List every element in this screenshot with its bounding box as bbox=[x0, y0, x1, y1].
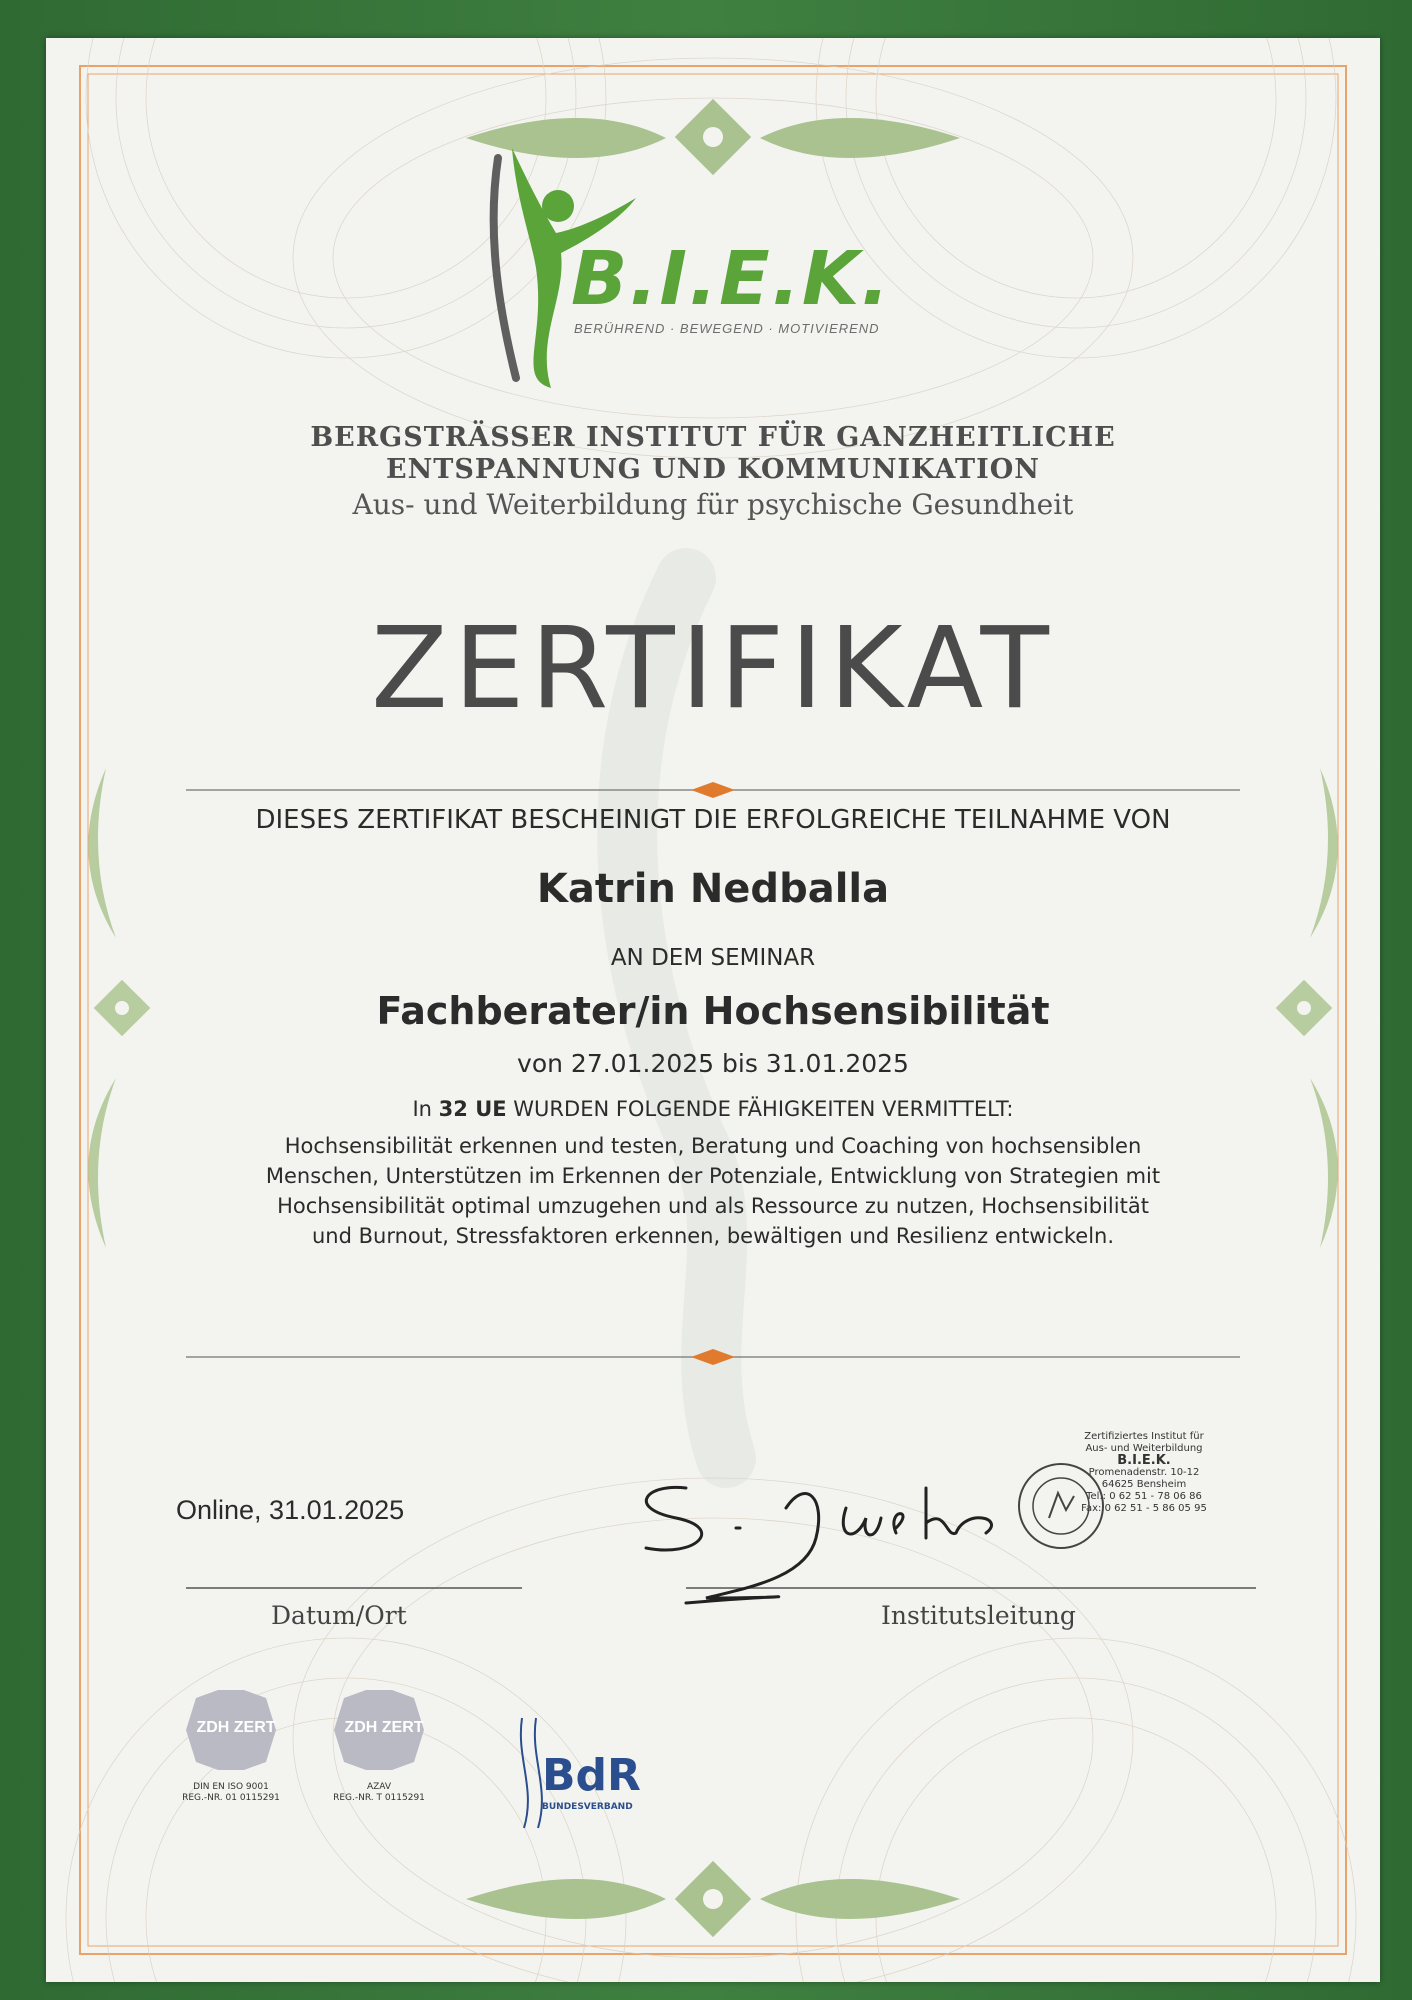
biek-wordmark: B.I.E.K. bbox=[571, 236, 892, 322]
place-date: Online, 31.01.2025 bbox=[176, 1495, 405, 1525]
logo-tagline: BERÜHREND · BEWEGEND · MOTIVIEREND bbox=[574, 321, 880, 336]
certifies-line: DIESES ZERTIFIKAT BESCHEINIGT DIE ERFOLGREICHE TEILNAHME VON bbox=[255, 805, 1171, 835]
institute-name-line1: BERGSTRÄSSER INSTITUT FÜR GANZHEITLICHE bbox=[310, 422, 1116, 453]
stamp-line: Zertifiziertes Institut für bbox=[1084, 1431, 1204, 1442]
participant-name: Katrin Nedballa bbox=[536, 866, 890, 912]
zdh-badge-logo: ZDH ZERT bbox=[344, 1719, 424, 1736]
stamp-street: Promenadenstr. 10-12 bbox=[1088, 1467, 1200, 1478]
skills-line: Hochsensibilität optimal umzugehen und als Ressource zu nutzen, Hochsensibilität bbox=[277, 1194, 1149, 1218]
certificate-paper bbox=[46, 38, 1380, 1982]
ornament-icon bbox=[466, 1861, 960, 1937]
signature-mark bbox=[646, 1487, 992, 1603]
at-seminar-line: AN DEM SEMINAR bbox=[610, 945, 816, 971]
stamp-name: B.I.E.K. bbox=[1117, 1453, 1171, 1468]
badge-caption-line: DIN EN ISO 9001 bbox=[193, 1782, 269, 1792]
skills-line: Menschen, Unterstützen im Erkennen der Potenziale, Entwicklung von Strategien mit bbox=[265, 1164, 1161, 1188]
badge-caption-line: AZAV bbox=[366, 1782, 392, 1792]
stamp-line: Aus- und Weiterbildung bbox=[1085, 1443, 1203, 1454]
units-prefix: In bbox=[412, 1097, 432, 1121]
units-line bbox=[46, 1097, 1380, 1121]
institute-stamp bbox=[1064, 1431, 1224, 1515]
seminar-title: Fachberater/in Hochsensibilität bbox=[376, 989, 1050, 1033]
page-title: ZERTIFIKAT bbox=[371, 604, 1055, 734]
skills-text bbox=[156, 1131, 1270, 1251]
ornament-icon bbox=[466, 99, 960, 175]
badge-caption-line: REG.-NR. 01 0115291 bbox=[182, 1793, 280, 1803]
stamp-tel: Tel.: 0 62 51 - 78 06 86 bbox=[1086, 1491, 1202, 1502]
badge-caption bbox=[166, 1782, 296, 1804]
badge-caption-line: REG.-NR. T 0115291 bbox=[333, 1793, 425, 1803]
skills-line: Hochsensibilität erkennen und testen, Beratung und Coaching von hochsensiblen bbox=[284, 1134, 1142, 1158]
institute-lead-label: Institutsleitung bbox=[881, 1601, 1076, 1630]
badge-caption bbox=[314, 1782, 444, 1804]
bdr-spine-logo bbox=[521, 1718, 542, 1828]
stamp-city: 64625 Bensheim bbox=[1101, 1479, 1187, 1490]
units-amount: 32 UE bbox=[438, 1097, 507, 1121]
date-place-label: Datum/Ort bbox=[271, 1601, 407, 1630]
institute-name-line2: ENTSPANNUNG UND KOMMUNIKATION bbox=[386, 454, 1040, 485]
seminar-period: von 27.01.2025 bis 31.01.2025 bbox=[517, 1049, 909, 1078]
skills-line: und Burnout, Stressfaktoren erkennen, bewältigen und Resilienz entwickeln. bbox=[311, 1224, 1115, 1248]
stamp-fax: Fax: 0 62 51 - 5 86 05 95 bbox=[1081, 1503, 1207, 1514]
units-suffix: WURDEN FOLGENDE FÄHIGKEITEN VERMITTELT: bbox=[513, 1097, 1014, 1121]
bdr-caption: BUNDESVERBAND bbox=[542, 1802, 633, 1812]
institute-subtitle: Aus- und Weiterbildung für psychische Gesundheit bbox=[352, 488, 1074, 521]
bdr-logo: BdR bbox=[542, 1750, 641, 1801]
zdh-badge-logo: ZDH ZERT bbox=[196, 1719, 276, 1736]
